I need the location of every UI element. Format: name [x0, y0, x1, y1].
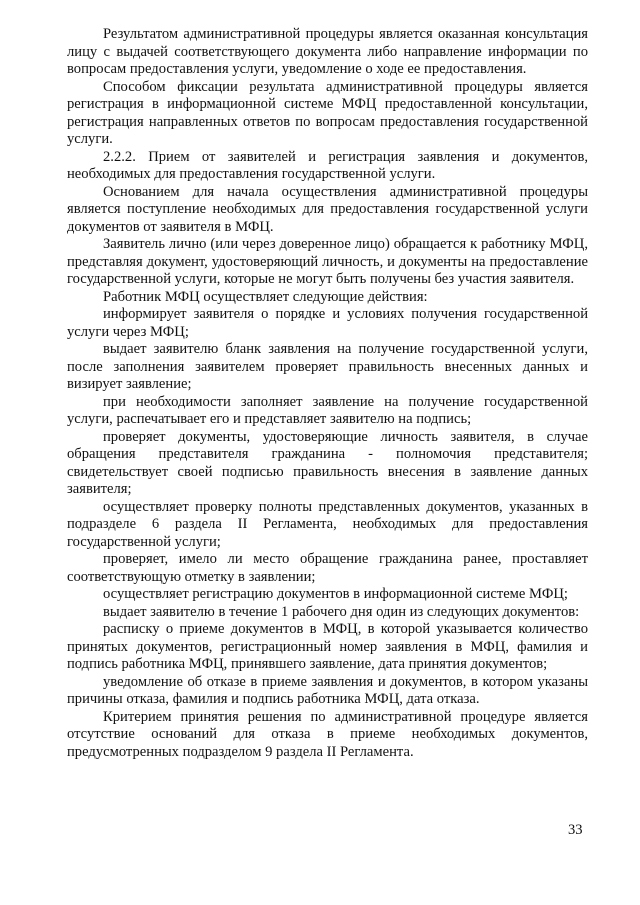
list-item: осуществляет регистрацию документов в информационной системе МФЦ; — [103, 586, 568, 602]
paragraph-section-heading: 2.2.2. Прием от заявителей и регистрация заявления и документов, необходимых для предоставления государственной услуги. — [67, 148, 588, 182]
paragraph-result: Результатом административной процедуры является оказанная консультация лицу с выдачей соответствующего документа либо направление информации по вопросам предоставления услуги, уведомление о ходе ее предоставления. — [67, 26, 588, 77]
list-item: проверяет документы, удостоверяющие личность заявителя, в случае обращения представителя гражданина - полномочия представителя; свидетельствует своей подписью правильность внесения в заявление данных заявителя; — [67, 428, 588, 497]
list-item: информирует заявителя о порядке и условиях получения государственной услуги через МФЦ; — [67, 306, 588, 340]
document-body — [67, 26, 588, 761]
paragraph-criterion: Критерием принятия решения по административной процедуре является отсутствие оснований для отказа в приеме необходимых документов, предусмотренных подразделом 9 раздела II Регламента. — [67, 708, 588, 760]
paragraph-basis: Основанием для начала осуществления административной процедуры является поступление необходимых для предоставления государственной услуги документов от заявителя в МФЦ. — [67, 183, 588, 235]
paragraph-fixation-method: Способом фиксации результата административной процедуры является регистрация в информационной системе МФЦ предоставленной консультации, регистрация направленных ответов по вопросам предоставления государственной услуги. — [67, 78, 588, 147]
list-item: выдает заявителю бланк заявления на получение государственной услуги, после заполнения заявителем проверяет правильность внесенных данных и визирует заявление; — [67, 341, 588, 392]
paragraph-applicant: Заявитель лично (или через доверенное лицо) обращается к работнику МФЦ, представляя документ, удостоверяющий личность, и документы на предоставление государственной услуги, которые не могут быть получены без участия заявителя. — [67, 236, 588, 287]
list-item: расписку о приеме документов в МФЦ, в которой указывается количество принятых документов, регистрационный номер заявления в МФЦ, фамилия и подпись работника МФЦ, принявшего заявление, дата принятия документов; — [67, 621, 588, 672]
list-item: осуществляет проверку полноты представленных документов, указанных в подразделе 6 раздела II Регламента, необходимых для предоставления государственной услуги; — [67, 498, 588, 550]
paragraph-actions-intro: Работник МФЦ осуществляет следующие действия: — [103, 288, 428, 305]
list-item: выдает заявителю в течение 1 рабочего дня один из следующих документов: — [103, 603, 580, 620]
page-number: 33 — [568, 822, 583, 838]
list-item: уведомление об отказе в приеме заявления и документов, в котором указаны причины отказа, фамилия и подпись работника МФЦ, дата отказа. — [67, 673, 588, 707]
list-item: проверяет, имело ли место обращение гражданина ранее, проставляет соответствующую отметку в заявлении; — [67, 551, 588, 585]
list-item: при необходимости заполняет заявление на получение государственной услуги, распечатывает его и представляет заявителю на подпись; — [67, 393, 588, 427]
